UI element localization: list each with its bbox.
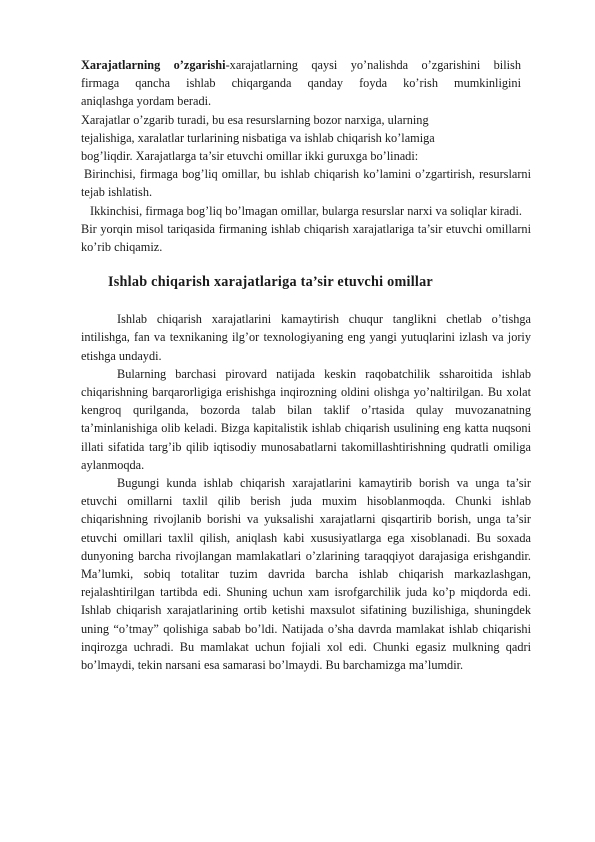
intro-line-1-rest: -xarajatlarning qaysi yo’nalishda o’zgarishini bilish xyxy=(225,58,521,72)
body-paragraph-2: Bularning barchasi pirovard natijada keskin raqobatchilik ssharoitida ishlab chiqarishning barqarorligiga erishishga inqirozning oldini olishga yo’naltirilgan. Bu xolat kengroq qurilganda, bozorda talab bilan taklif o’rtasida qulay muvozanatning ta’minlanishiga olib keladi. Bizga kapitalistik ishlab chiqarish usulining eng katta nuqsoni illati sifatida targ’ib qilib iqtisodiy munosabatlarni takomillashtirishning qudratli omiliga aylanmoqda. xyxy=(81,366,531,472)
example-paragraph: Bir yorqin misol tariqasida firmaning ishlab chiqarish xarajatlariga ta’sir etuvchi omillarni ko’rib chiqamiz. xyxy=(81,221,531,255)
intro-line-1 xyxy=(81,56,521,74)
intro-line-3: aniqlashga yordam beradi. xyxy=(81,94,212,109)
body-paragraph-1: Ishlab chiqarish xarajatlarini kamaytirish chuqur tanglikni chetlab o’tishga intilishga, fan va texnikaning ilg’or texnologiyaning eng yangi yutuqlarini izlash va joriy etishga undaydi. xyxy=(81,312,531,363)
intro-paragraph xyxy=(81,56,521,111)
cost-change-line-2: tejalishiga, xaralatlar turlarining nisbatiga va ishlab chiqarish ko’lamiga xyxy=(81,130,435,145)
first-factor-paragraph: Birinchisi, firmaga bog’liq omillar, bu ishlab chiqarish ko’lamini o’zgartirish, resurslarni tejab ishlatish. xyxy=(81,167,531,200)
intro-term: Xarajatlarning o’zgarishi xyxy=(81,58,226,72)
body-paragraph-3: Bugungi kunda ishlab chiqarish xarajatlarini kamaytirib borish va unga ta’sir etuvchi omillarni taxlil qilib berish juda muxim hisoblanmoqda. Chunki ishlab chiqarishning rivojlanib borishi va yuksalishi xarajatlarni qisqartirib borish, unga ta’sir etuvchi omillari taxlil qilish, aniqlash kabi xususiyatlarga ega xisoblanadi. Bu soxada dunyoning barcha rivojlangan mamlakatlari o’zlarining taraqqiyot darajasiga erishgandir. Ma’lumki, sobiq totalitar tuzim davrida barcha ishlab chiqarish markazlashgan, rejalashtirilgan tartibda edi. Shuning uchun xam isrofgarchilik juda ko’p miqdorda edi. Ishlab chiqarish xarajatlarining ortib ketishi maxsulot sifatining buzilishiga, shuningdek uning “o’tmay” qolishiga sabab bo’ldi. Natijada o’sha davrda mamlakat ishlab chiqarishi inqirozga uchradi. Bu mamlakat uchun fojiali xol edi. Chunki egasiz mulkning qadri bo’lmaydi, tekin narsani esa samarasi bo’lmaydi. Bu barchamizga ma’lumdir. xyxy=(81,476,531,673)
cost-change-line-1: Xarajatlar o’zgarib turadi, bu esa resurslarning bozor narxiga, ularning xyxy=(81,112,429,127)
second-factor-paragraph: Ikkinchisi, firmaga bog’liq bo’lmagan omillar, bularga resurslar narxi va soliqlar kiradi. xyxy=(90,203,522,218)
cost-change-line-3: bog’liqdir. Xarajatlarga ta’sir etuvchi omillar ikki guruxga bo’linadi: xyxy=(81,149,419,164)
cost-change-paragraph xyxy=(81,111,531,166)
intro-line-2: firmaga qancha ishlab chiqarganda qanday foyda ko’rish mumkinligini xyxy=(81,76,521,91)
document-page xyxy=(81,56,531,674)
section-heading: Ishlab chiqarish xarajatlariga ta’sir etuvchi omillar xyxy=(108,274,433,291)
